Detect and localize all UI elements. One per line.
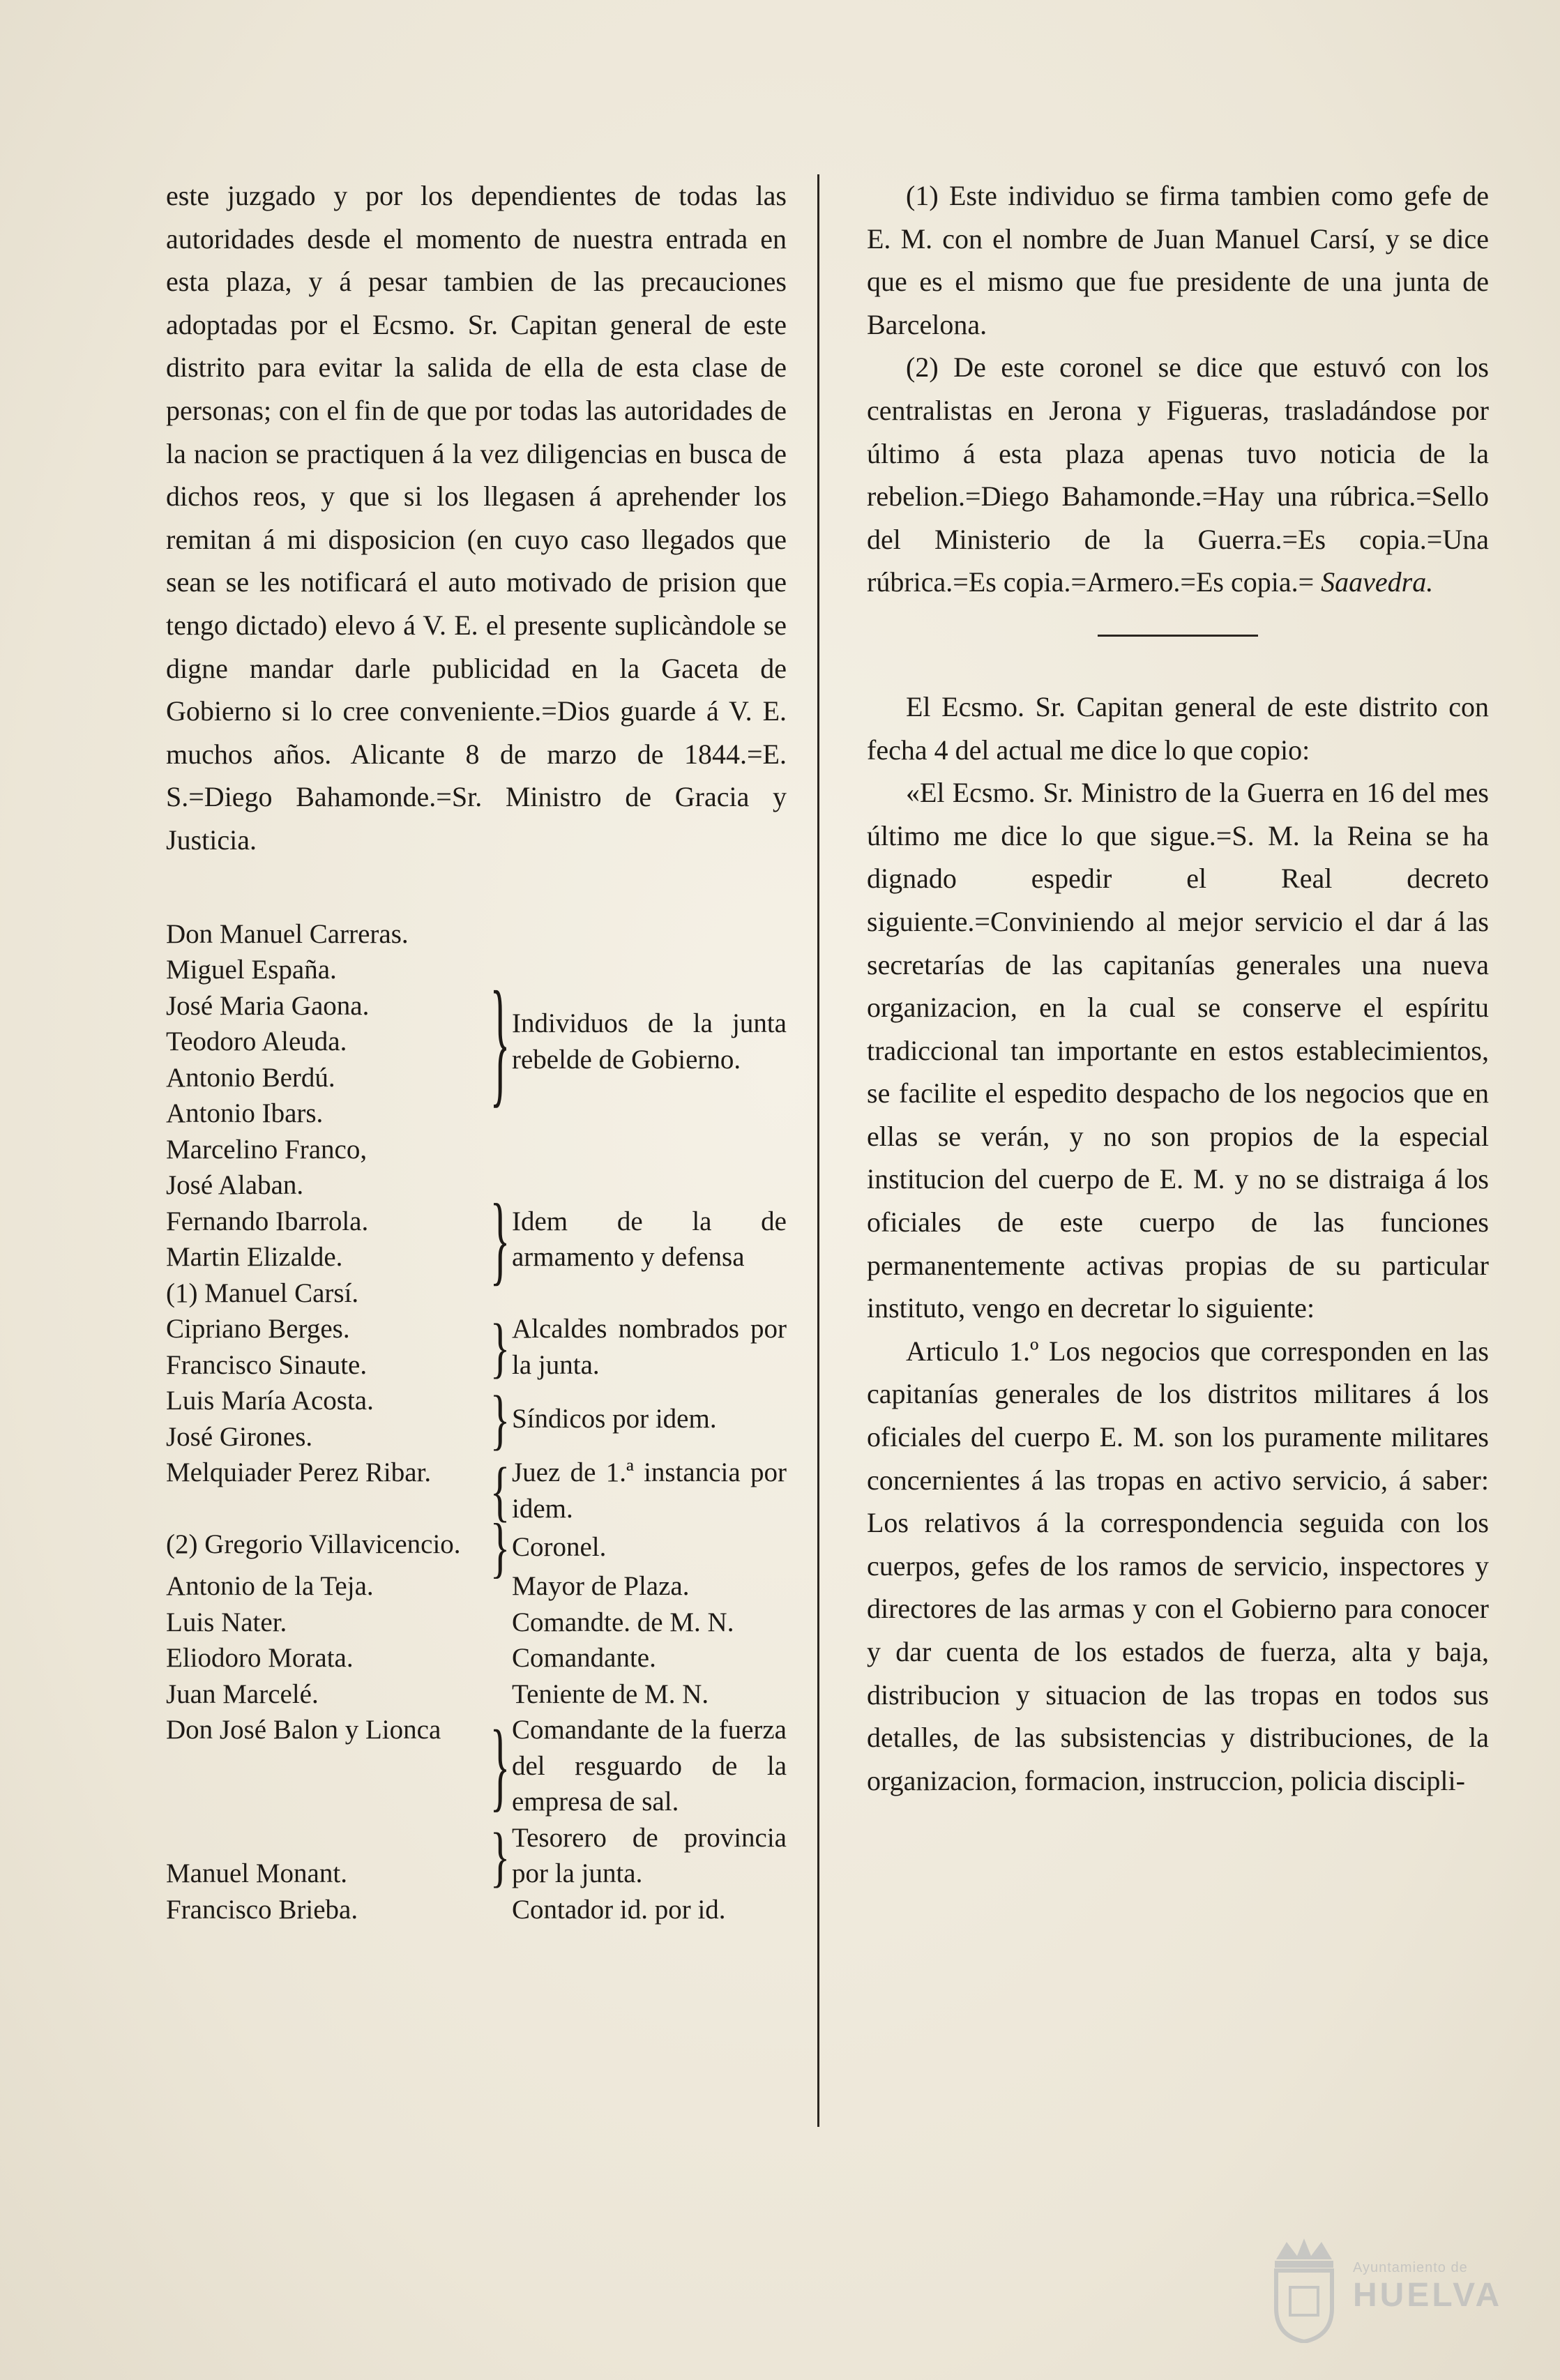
right-column (867, 174, 1489, 1802)
brace-icon: { (490, 1453, 510, 1528)
group-alcaldes (166, 1311, 787, 1383)
list-role: Contador id. por id. (512, 1894, 726, 1925)
group-role: Idem de la de armamento y defensa (512, 1206, 787, 1272)
crown-shield-icon (1262, 2231, 1346, 2343)
list-item: Teodoro Aleuda. (166, 1026, 347, 1056)
list-row (166, 1640, 787, 1676)
footnote-2 (867, 346, 1489, 604)
list-item: Marcelino Franco, (166, 1134, 368, 1165)
paragraph: El Ecsmo. Sr. Capitan general de este distrito con fecha 4 del actual me dice lo que copio: (867, 690, 1489, 766)
section-divider (1098, 635, 1258, 637)
signature: Saavedra. (1321, 566, 1434, 598)
seal-caption: Ayuntamiento de (1353, 2260, 1468, 2275)
group-role: Individuos de la junta rebelde de Gobierno. (512, 1008, 787, 1075)
left-paragraph: este juzgado y por los dependientes de todas las autoridades desde el momento de nuestra entrada en esta plaza, y á pesar tambien de las precauciones adoptadas por el Ecsmo. Sr. Capitan general de este distrito para evitar la salida de ella de esta clase de personas; con el fin de que por todas las autoridades de la nacion se practiquen á la vez diligencias en busca de dichos reos, y que si los llegasen á aprehender los remitan á mi disposicion (en cuyo caso llegados que sean se les notificará el auto motivado de prision que tengo dictado) elevo á V. E. el presente suplicàndole se digne mandar darle publicidad en la Gaceta de Gobierno si lo cree conveniente.=Dios guarde á V. E. muchos años. Alicante 8 de marzo de 1844.=E. S.=Diego Bahamonde.=Sr. Ministro de Gracia y Justicia. (166, 180, 787, 856)
list-item: Luis María Acosta. (166, 1386, 374, 1416)
paragraph: «El Ecsmo. Sr. Ministro de la Guerra en 16 del mes último me dice lo que sigue.=S. M. la Reina se ha dignado espedir el Real decreto siguiente.=Conviniendo al mejor servicio el dar á las secretarías de las capitanías generales una nueva organizacion, en la cual se conserve el espíritu tradiccional tan importante en estos establecimientos, se facilite el espedito despacho de los negocios que en ellas se verán, y no son propios de la especial institucion del cuerpo de E. M. y no se distraiga á los oficiales de este cuerpo de las funciones permanentemente activas propias de su particular instituto, vengo en decretar lo siguiente: (867, 777, 1489, 1324)
group-role: Coronel. (512, 1532, 607, 1563)
group-sindicos (166, 1383, 787, 1455)
list-item: Eliodoro Morata. (166, 1643, 354, 1673)
list-row (166, 1605, 787, 1641)
list-item: Melquiader Perez Ribar. (166, 1457, 432, 1487)
list-item: Don Manuel Carreras. (166, 918, 409, 949)
list-role: Comandante. (512, 1643, 656, 1673)
list-role: Mayor de Plaza. (512, 1571, 690, 1601)
list-item: Francisco Sinaute. (166, 1349, 368, 1380)
group-role: Comandante de la fuerza del resguardo de la empresa de sal. (512, 1715, 787, 1817)
group-role: Juez de 1.ª instancia por idem. (512, 1457, 787, 1524)
group-armamento (166, 1167, 787, 1311)
list-item: Don José Balon y Lionca (166, 1715, 441, 1745)
left-column (166, 174, 787, 1927)
list-row (166, 1892, 787, 1928)
list-item: (2) Gregorio Villavicencio. (166, 1529, 461, 1559)
list-item: Juan Marcelé. (166, 1678, 319, 1709)
brace-icon: } (490, 1819, 510, 1893)
brace-icon: } (490, 1183, 510, 1295)
list-item: José Girones. (166, 1421, 313, 1452)
group-tesorero (166, 1820, 787, 1892)
list-row (166, 1568, 787, 1605)
list-item: Martin Elizalde. (166, 1242, 343, 1272)
list-item: Antonio Berdú. (166, 1062, 335, 1093)
list-item: (1) Manuel Carsí. (166, 1278, 359, 1308)
group-role: Síndicos por idem. (512, 1403, 717, 1434)
brace-icon: } (490, 1310, 510, 1384)
footnote-1: (1) Este individuo se firma tambien como gefe de E. M. con el nombre de Juan Manuel Carsí, y se dice que es el mismo que fue presidente de una junta de Barcelona. (867, 180, 1489, 340)
group-role: Tesorero de provincia por la junta. (512, 1822, 787, 1888)
list-item: José Maria Gaona. (166, 990, 370, 1021)
group-resguardo (166, 1712, 787, 1820)
group-coronel (166, 1510, 787, 1584)
rebel-list (166, 916, 787, 1928)
paragraph: Articulo 1.º Los negocios que corresponden en las capitanías generales de los distritos militares á los oficiales del cuerpo E. M. son los puramente militares concernientes á las tropas en activo servicio, á saber: Los relativos á la correspondencia seguida con los cuerpos, gefes de los ramos de servicio, inspectores y directores de las armas y con el Gobierno para conocer y dar cuenta de los estados de fuerza, alta y baja, distribucion y situacion de las tropas en todos sus detalles, de las subsistencias y distribuciones, de la organizacion, formacion, instruccion, policia discipli- (867, 1335, 1489, 1796)
column-divider (817, 174, 819, 2127)
list-role: Comandte. de M. N. (512, 1607, 734, 1637)
group-juez (166, 1455, 787, 1526)
list-item: Manuel Monant. (166, 1858, 347, 1888)
municipal-seal (1262, 2228, 1541, 2347)
brace-icon: } (490, 963, 510, 1120)
list-item: Fernando Ibarrola. (166, 1206, 369, 1236)
list-item: Antonio Ibars. (166, 1098, 324, 1128)
brace-icon: } (490, 1381, 510, 1456)
list-item: José Alaban. (166, 1170, 304, 1200)
group-junta-gobierno (166, 916, 787, 1168)
brace-icon: } (490, 1711, 510, 1821)
list-item: Miguel España. (166, 955, 337, 985)
list-role: Teniente de M. N. (512, 1678, 709, 1709)
list-item: Cipriano Berges. (166, 1314, 350, 1344)
group-role: Alcaldes nombrados por la junta. (512, 1314, 787, 1380)
seal-title: HUELVA (1353, 2277, 1503, 2314)
list-item: Luis Nater. (166, 1607, 287, 1637)
footnote-2-text: (2) De este coronel se dice que estuvó con los centralistas en Jerona y Figueras, trasladándose por último á esta plaza apenas tuvo noticia de la rebelion.=Diego Bahamonde.=Hay una rúbrica.=Sello del Ministerio de la Guerra.=Es copia.=Una rúbrica.=Es copia.=Armero.=Es copia.= (867, 351, 1489, 598)
list-item: Francisco Brieba. (166, 1894, 358, 1925)
list-row (166, 1676, 787, 1713)
brace-icon: } (490, 1510, 510, 1584)
list-item: Antonio de la Teja. (166, 1571, 374, 1601)
